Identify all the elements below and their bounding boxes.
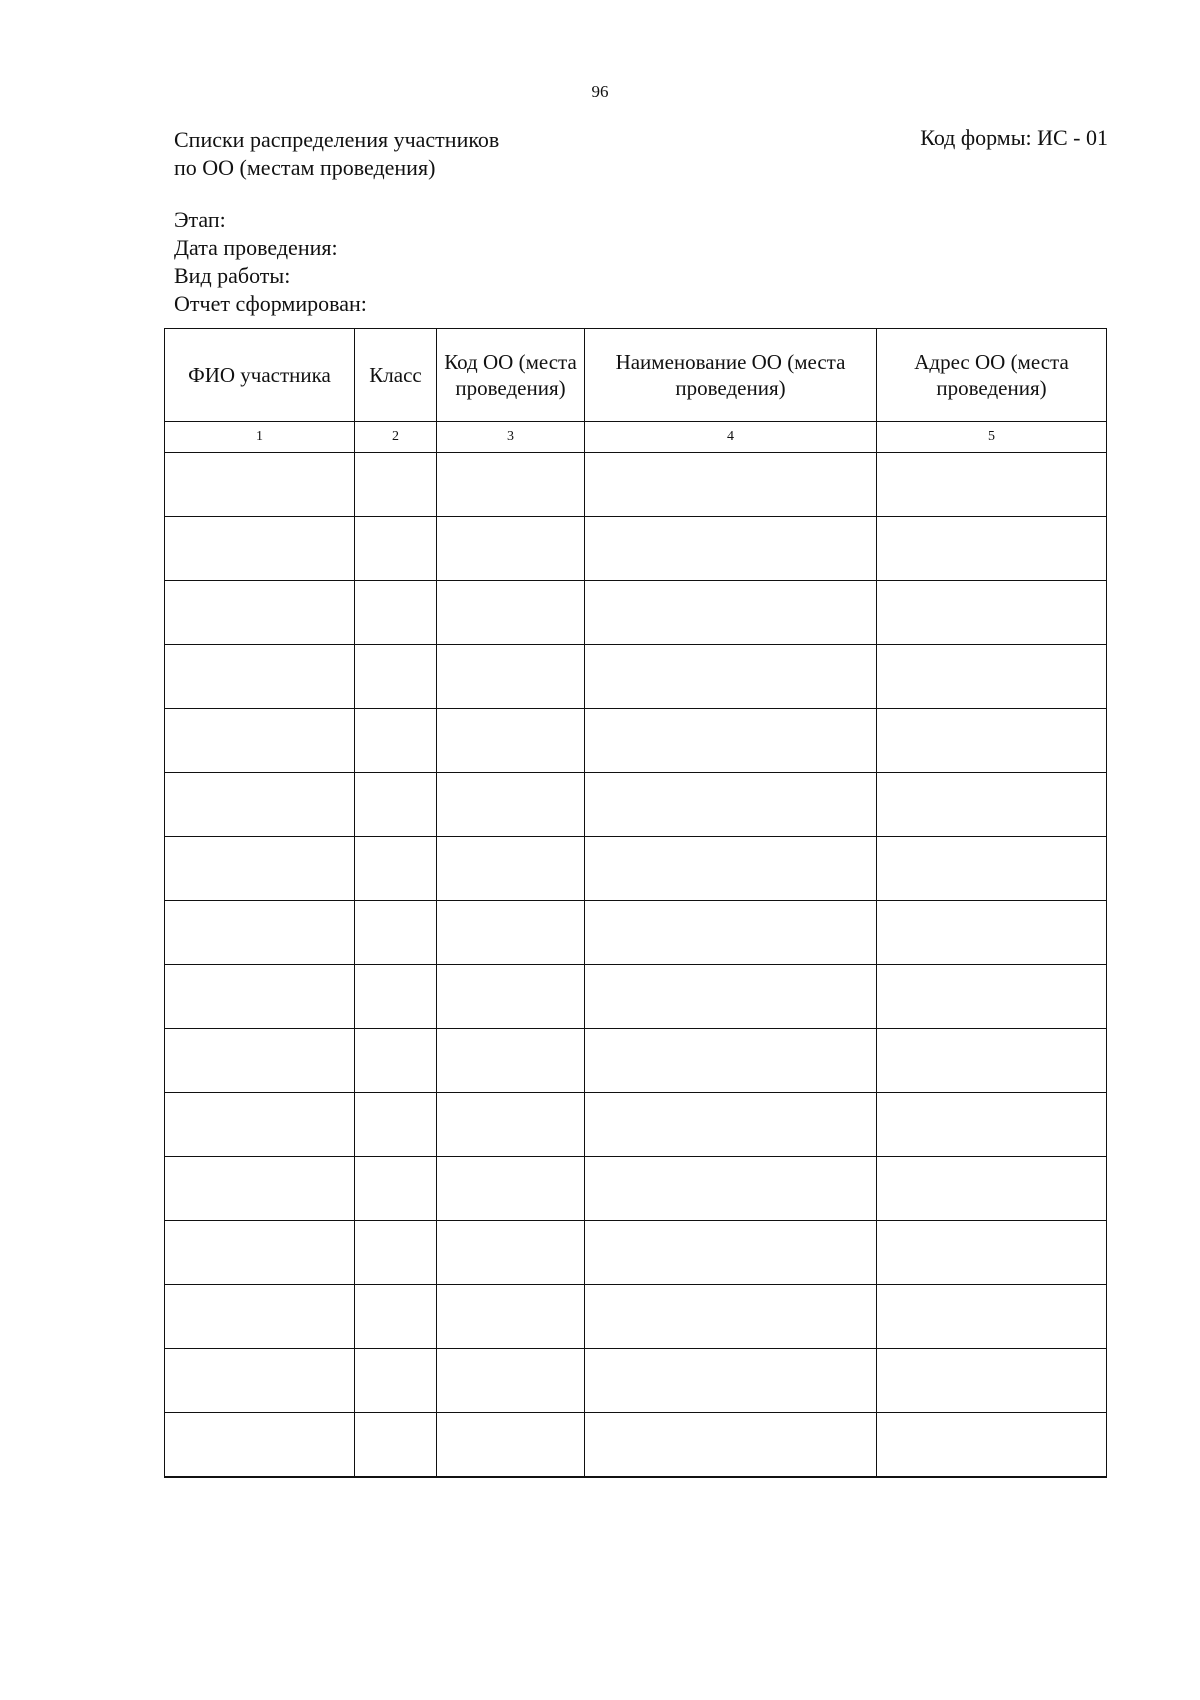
table-cell [355,709,437,773]
table-row [165,837,1107,901]
table-cell [877,1093,1107,1157]
table-cell [165,837,355,901]
stage-label: Этап: [174,207,226,232]
table-cell [165,709,355,773]
table-cell [877,581,1107,645]
table-cell [585,1093,877,1157]
table-cell [437,965,585,1029]
table-cell [355,517,437,581]
table-cell [877,709,1107,773]
table-row [165,453,1107,517]
table-cell [165,1349,355,1413]
table-cell [165,1221,355,1285]
table-cell [585,517,877,581]
table-cell [877,965,1107,1029]
table-cell [165,645,355,709]
table-cell [165,1029,355,1093]
table-cell [877,901,1107,965]
table-cell [437,1285,585,1349]
table-row [165,645,1107,709]
table-cell [165,1413,355,1478]
table-row [165,1093,1107,1157]
column-number: 2 [355,422,437,453]
table-cell [355,1029,437,1093]
table-row [165,1221,1107,1285]
table-header-row [165,329,1107,422]
column-number: 1 [165,422,355,453]
table-cell [165,965,355,1029]
table-row [165,773,1107,837]
table-cell [355,1157,437,1221]
column-number: 4 [585,422,877,453]
table-cell [585,1157,877,1221]
table-cell [355,773,437,837]
table-cell [355,1349,437,1413]
table-cell [437,453,585,517]
table-cell [585,1413,877,1478]
table-cell [355,1413,437,1478]
table-cell [165,773,355,837]
table-cell [355,901,437,965]
table-cell [585,709,877,773]
table-cell [437,837,585,901]
table-cell [437,1349,585,1413]
table-cell [877,1221,1107,1285]
table-cell [585,773,877,837]
table-cell [437,773,585,837]
distribution-table [164,328,1107,1478]
table-row [165,1285,1107,1349]
table-cell [877,1157,1107,1221]
table-cell [437,1029,585,1093]
table-cell [437,645,585,709]
table-cell [877,1029,1107,1093]
header-class: Класс [355,329,437,422]
header-school-name: Наименование ОО (места проведения) [585,329,877,422]
header-school-address: Адрес ОО (места проведения) [877,329,1107,422]
table-cell [437,517,585,581]
table-cell [165,1157,355,1221]
table-cell [437,1221,585,1285]
table-cell [585,581,877,645]
table-row [165,517,1107,581]
report-label: Отчет сформирован: [174,291,367,316]
table-cell [355,1221,437,1285]
table-cell [437,1157,585,1221]
date-label: Дата проведения: [174,235,338,260]
table-row [165,581,1107,645]
table-row [165,1413,1107,1478]
table-row [165,965,1107,1029]
table-cell [585,1029,877,1093]
table-cell [165,901,355,965]
table-cell [877,453,1107,517]
table-cell [585,965,877,1029]
table-cell [585,837,877,901]
table-cell [877,773,1107,837]
table-cell [437,709,585,773]
table-cell [585,1285,877,1349]
table-cell [437,581,585,645]
title-line-1: Списки распределения участников [174,127,500,152]
header-school-code: Код ОО (места проведения) [437,329,585,422]
table-cell [585,1221,877,1285]
table-row [165,901,1107,965]
table-cell [877,837,1107,901]
page-number: 96 [591,82,609,101]
table-cell [877,645,1107,709]
table-cell [355,453,437,517]
table-cell [585,453,877,517]
table-cell [437,901,585,965]
column-number-row [165,422,1107,453]
title-line-2: по ОО (местам проведения) [174,155,436,180]
meta-fields [174,206,367,318]
table-cell [355,837,437,901]
table-cell [437,1093,585,1157]
table-cell [877,517,1107,581]
table-row [165,709,1107,773]
table-cell [355,965,437,1029]
table-cell [165,517,355,581]
work-type-label: Вид работы: [174,263,291,288]
table-row [165,1349,1107,1413]
header-participant-name: ФИО участника [165,329,355,422]
table-cell [165,1093,355,1157]
table-row [165,1157,1107,1221]
form-code: Код формы: ИС - 01 [920,125,1108,150]
table-cell [585,1349,877,1413]
table-cell [877,1285,1107,1349]
table-cell [585,901,877,965]
column-number: 5 [877,422,1107,453]
table-cell [165,453,355,517]
column-number: 3 [437,422,585,453]
table-cell [437,1413,585,1478]
table-cell [355,645,437,709]
table-cell [877,1413,1107,1478]
table-cell [355,1093,437,1157]
table-cell [355,581,437,645]
table-cell [355,1285,437,1349]
document-title [174,126,499,182]
table-cell [165,581,355,645]
table-cell [165,1285,355,1349]
table-row [165,1029,1107,1093]
table-cell [585,645,877,709]
table-cell [877,1349,1107,1413]
